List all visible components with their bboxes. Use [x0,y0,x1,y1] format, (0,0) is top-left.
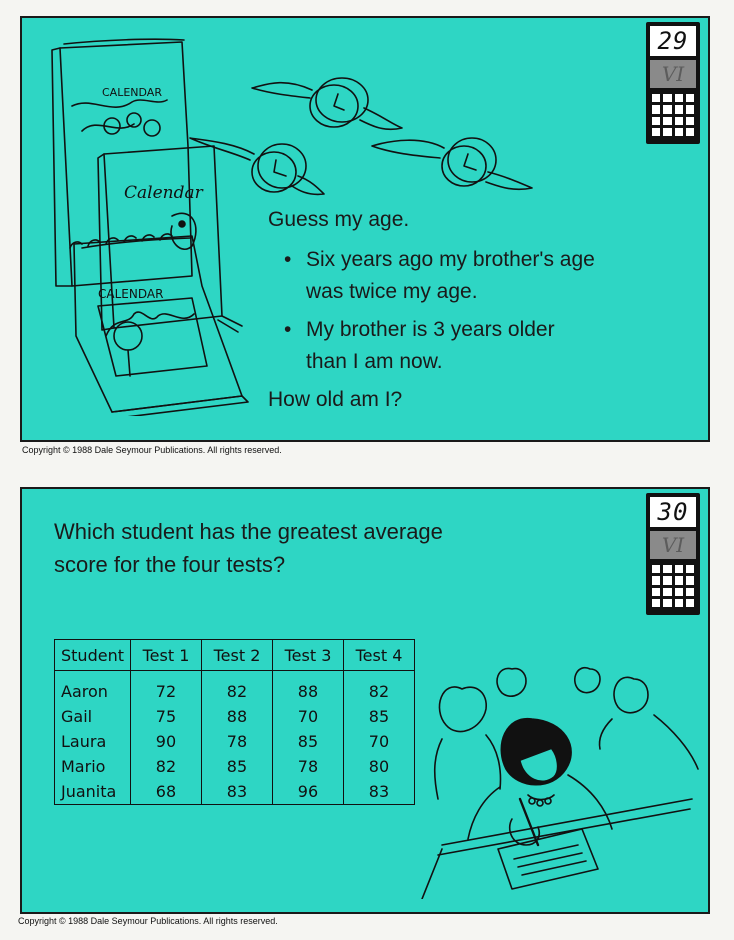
student-icon [439,687,486,732]
bullet-marker: • [284,248,292,271]
score-cell: 82 [201,671,272,705]
clue-1-line-1: Six years ago my brother's age [306,248,595,271]
student-icon [614,677,648,712]
calendar-back-label: CALENDAR [102,86,162,99]
header-test-3: Test 3 [272,640,343,671]
problem-number-badge [646,22,700,144]
score-cell: 70 [343,729,414,754]
student-name: Juanita [55,779,131,805]
score-cell: 88 [201,704,272,729]
student-icon [497,668,526,696]
test-scores-table [54,639,415,805]
problem-card-29 [20,16,710,442]
calendar-front-label: CALENDAR [98,287,164,301]
clue-1-line-2: was twice my age. [306,280,478,303]
flying-clock-icon [258,144,306,188]
student-name: Aaron [55,671,131,705]
header-test-4: Test 4 [343,640,414,671]
student-name: Mario [55,754,131,779]
calendar-back-icon [60,42,192,286]
clue-2-line-2: than I am now. [306,350,443,373]
calendar-middle-label: Calendar [124,183,203,203]
header-student: Student [55,640,131,671]
calendar-front-icon [74,236,242,412]
students-taking-test-illustration [402,649,702,899]
score-cell: 70 [272,704,343,729]
bullet-marker: • [284,318,292,341]
question-line-1: Which student has the greatest average [54,519,443,544]
score-cell: 85 [272,729,343,754]
calculator-keypad-icon [652,94,694,136]
header-test-1: Test 1 [130,640,201,671]
score-cell: 88 [272,671,343,705]
score-cell: 78 [272,754,343,779]
level-roman-numeral: VI [650,531,696,559]
score-cell: 82 [130,754,201,779]
student-icon [575,668,600,693]
calculator-keypad-icon [652,565,694,607]
question-ask: How old am I? [268,388,403,411]
score-cell: 83 [201,779,272,805]
score-cell: 80 [343,754,414,779]
table-row [55,671,415,705]
copyright-text: Copyright © 1988 Dale Seymour Publications. All rights reserved. [22,445,282,455]
table-row [55,704,415,729]
score-cell: 78 [201,729,272,754]
score-cell: 85 [343,704,414,729]
table-row [55,779,415,805]
flying-clock-icon [448,138,496,182]
table-row [55,729,415,754]
score-cell: 85 [201,754,272,779]
copyright-text: Copyright © 1988 Dale Seymour Publications. All rights reserved. [18,916,278,926]
flying-clock-icon [316,78,368,122]
score-cell: 96 [272,779,343,805]
table-header-row [55,640,415,671]
level-roman-numeral: VI [650,60,696,88]
score-cell: 90 [130,729,201,754]
clue-2-line-1: My brother is 3 years older [306,318,555,341]
problem-number: 30 [650,497,696,527]
student-name: Gail [55,704,131,729]
question-block [54,515,614,581]
score-cell: 75 [130,704,201,729]
problem-card-30 [20,487,710,914]
score-cell: 68 [130,779,201,805]
question-line-2: score for the four tests? [54,552,286,577]
score-cell: 82 [343,671,414,705]
question-intro: Guess my age. [268,208,410,231]
header-test-2: Test 2 [201,640,272,671]
student-name: Laura [55,729,131,754]
score-cell: 72 [130,671,201,705]
table-row [55,754,415,779]
problem-number-badge [646,493,700,615]
problem-number: 29 [650,26,696,56]
score-cell: 83 [343,779,414,805]
